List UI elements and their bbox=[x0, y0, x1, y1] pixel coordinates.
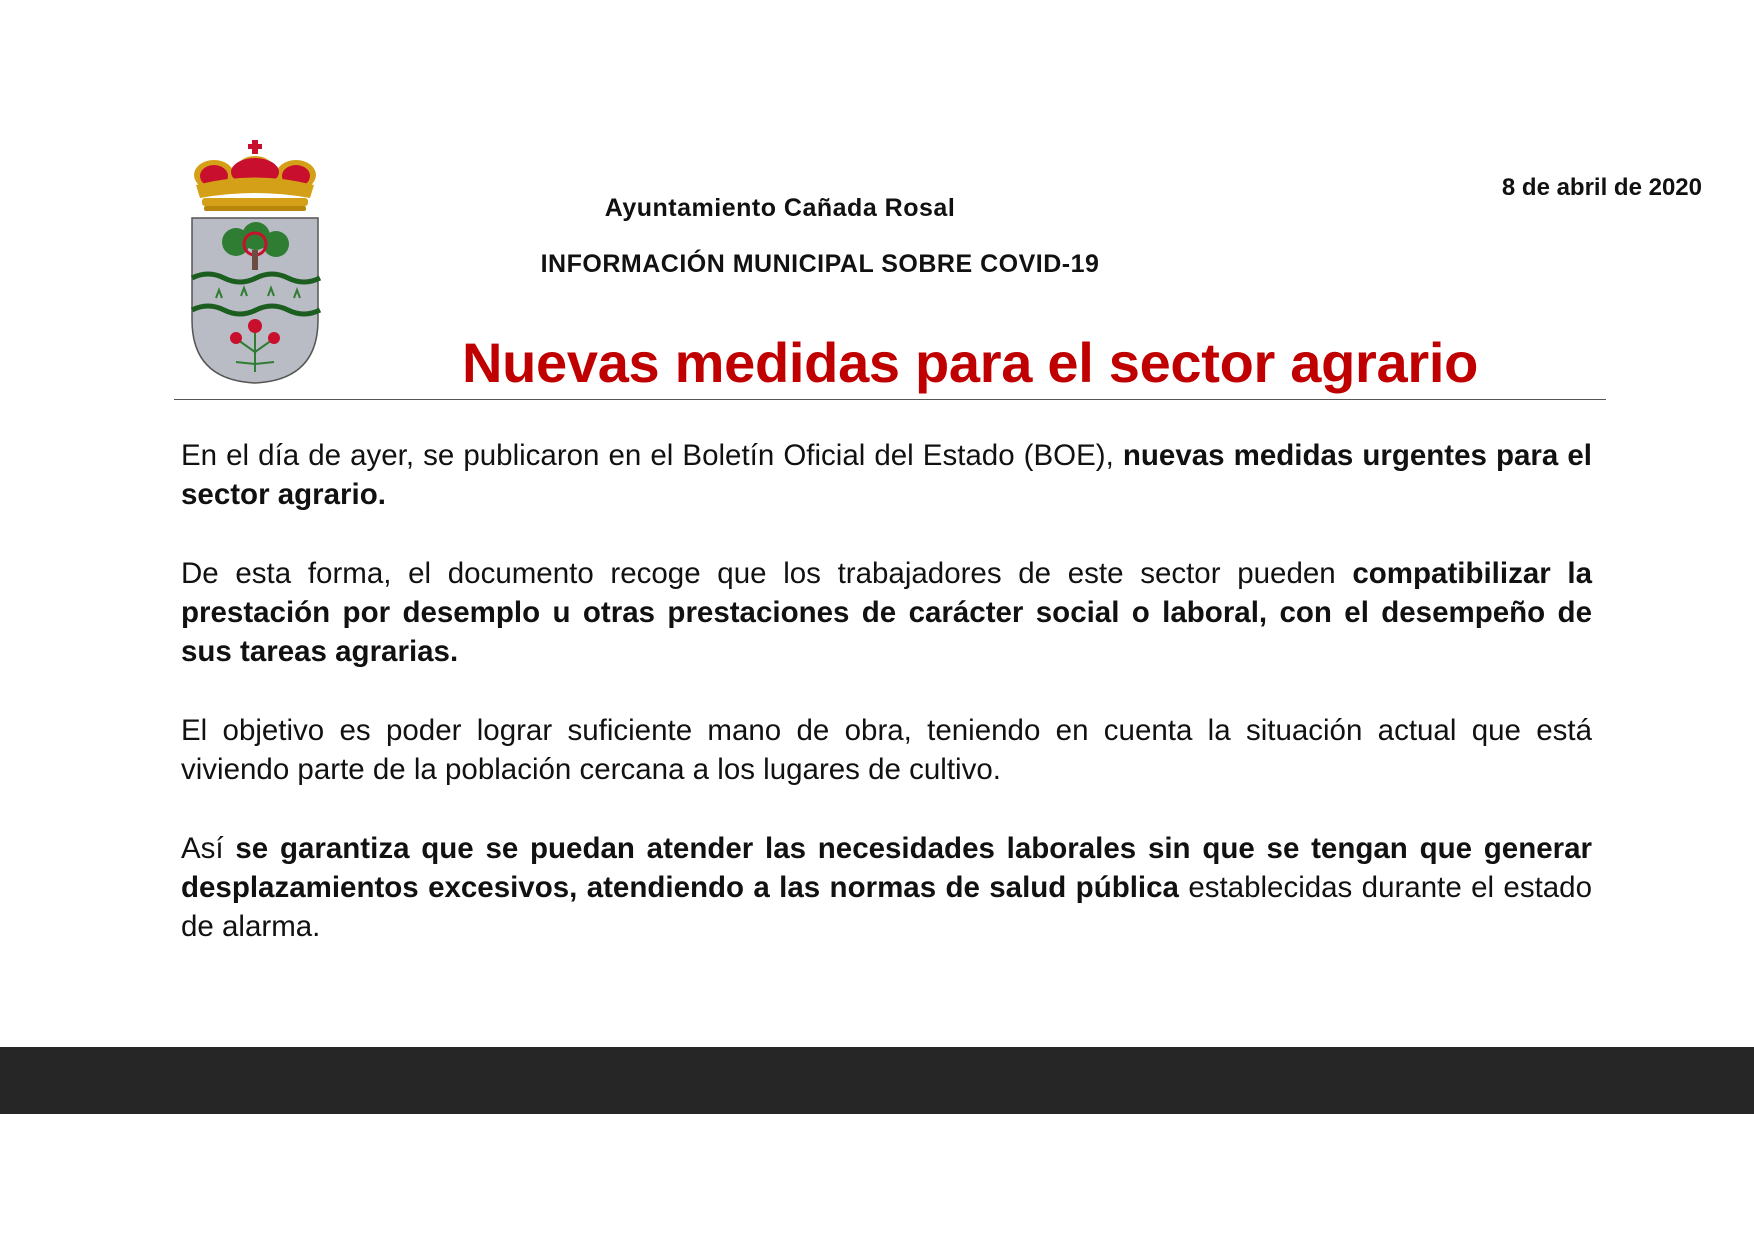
coat-of-arms-icon bbox=[186, 140, 326, 385]
paragraph-4-emphasis: se garantiza que se puedan atender las necesidades laborales sin que se tengan que generar desplazamientos excesivos, atendiendo a las normas de salud pública bbox=[181, 832, 1592, 904]
paragraph-1 bbox=[181, 436, 1592, 514]
document-subtitle: INFORMACIÓN MUNICIPAL SOBRE COVID-19 bbox=[540, 250, 1100, 278]
paragraph-3-text: El objetivo es poder lograr suficiente mano de obra, teniendo en cuenta la situación actual que está viviendo parte de la población cercana a los lugares de cultivo. bbox=[181, 714, 1592, 786]
organization-name: Ayuntamiento Cañada Rosal bbox=[604, 194, 956, 222]
title-divider bbox=[174, 399, 1606, 400]
footer-bar bbox=[0, 1047, 1754, 1114]
paragraph-1-emphasis: nuevas medidas urgentes para el sector agrario. bbox=[181, 439, 1592, 511]
article-body bbox=[181, 436, 1592, 986]
paragraph-2-emphasis: compatibilizar la prestación por desemplo u otras prestaciones de carácter social o laboral, con el desempeño de sus tareas agrarias. bbox=[181, 557, 1592, 668]
paragraph-1-text: En el día de ayer, se publicaron en el Boletín Oficial del Estado (BOE), bbox=[181, 439, 1123, 472]
document-date: 8 de abril de 2020 bbox=[1501, 174, 1702, 201]
paragraph-2-text: De esta forma, el documento recoge que los trabajadores de este sector pueden bbox=[181, 557, 1353, 590]
paragraph-2 bbox=[181, 554, 1592, 671]
paragraph-4-text-end: establecidas durante el estado de alarma. bbox=[181, 871, 1592, 943]
paragraph-4 bbox=[181, 829, 1592, 946]
page-title: Nuevas medidas para el sector agrario bbox=[461, 331, 1479, 394]
paragraph-4-text-start: Así bbox=[181, 832, 236, 865]
paragraph-3 bbox=[181, 711, 1592, 789]
